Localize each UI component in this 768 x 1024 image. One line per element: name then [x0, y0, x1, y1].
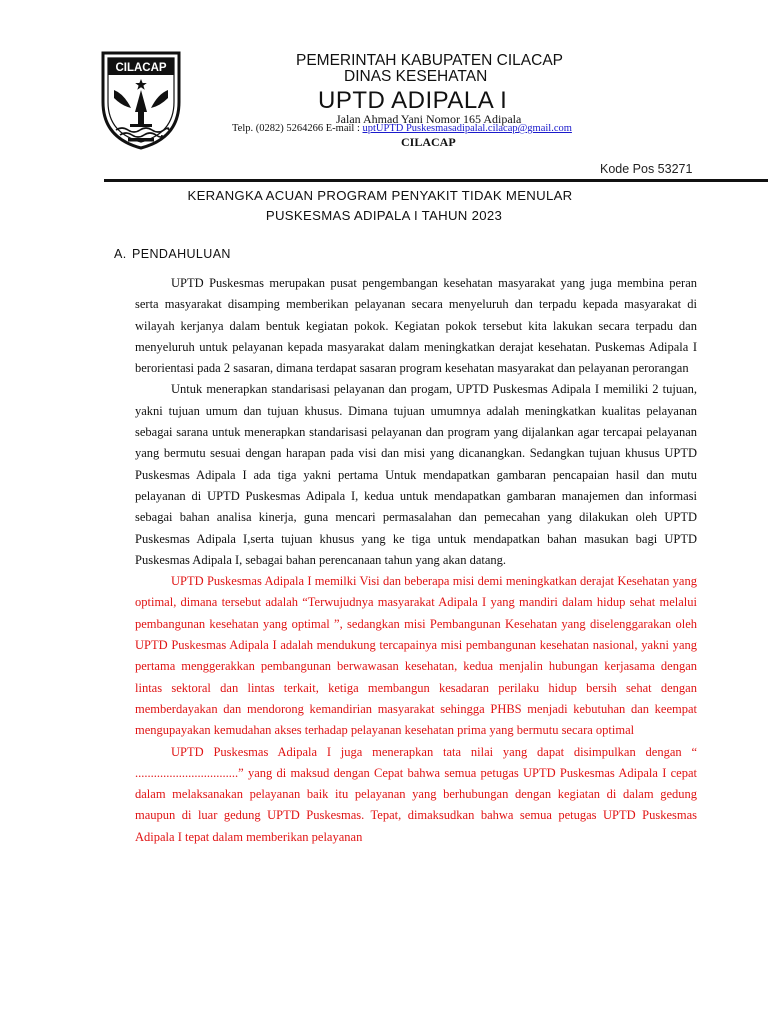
address-line: Jalan Ahmad Yani Nomor 165 Adipala	[336, 112, 522, 126]
svg-text:CILACAP: CILACAP	[115, 62, 167, 74]
section-title: PENDAHULUAN	[132, 247, 231, 261]
document-title-line-1: KERANGKA ACUAN PROGRAM PENYAKIT TIDAK MENULAR	[187, 188, 573, 203]
letterhead-divider	[104, 179, 768, 182]
paragraph-3-vision-mission: UPTD Puskesmas Adipala I memilki Visi dan beberapa misi demi meningkatkan derajat Kesehatan yang optimal, dimana tersebut adalah “Terwujudnya masyarakat Adipala I yang mandiri dalam hidup sehat melalui pembangunan kesehatan yang optimal ”, sedangkan misi Pembangunan Kesehatan yang diselenggarakan oleh UPTD Puskesmas Adipala I adalah mendukung tercapainya misi pembangunan kesehatan nasional, yakni yang pertama menggerakkan pembangunan berwawasan kesehatan, kedua menjalin hubungan kerjasama dengan lintas sektoral dan lintas terkait, ketiga membangun kesadaran perilaku hidup bersih sehat dengan memberdayakan dan mendorong kemandirian masyarakat sehingga PHBS menjadi kebutuhan dan keempat mengupayakan kemudahan akses terhadap pelayanan kesehatan prima yang bermutu secara optimal	[135, 574, 697, 738]
document-body	[135, 273, 697, 848]
postal-code: Kode Pos 53271	[600, 162, 693, 176]
section-heading	[114, 247, 231, 261]
email-link[interactable]: uptUPTD Puskesmasadipalal.cilacap@gmail.com	[362, 123, 572, 134]
city-name: CILACAP	[401, 135, 456, 149]
department-name: DINAS KESEHATAN	[344, 68, 488, 85]
document-title-line-2: PUSKESMAS ADIPALA I TAHUN 2023	[265, 208, 503, 223]
paragraph-4-values: UPTD Puskesmas Adipala I juga menerapkan tata nilai yang dapat disimpulkan dengan “ .................................” yang di maksud dengan Cepat bahwa semua petugas UPTD Puskesmas Adipala I cepat dalam melaksanakan pelayanan baik itu pelayanan yang berhubungan dengan kegiatan di dalam gedung maupun di luar gedung UPTD Puskesmas. Tepat, dimaksudkan bahwa semua petugas UPTD Puskesmas Adipala I tepat dalam memberikan pelayanan	[135, 744, 697, 844]
paragraph-1: UPTD Puskesmas merupakan pusat pengembangan kesehatan masyarakat yang juga membina peran serta masyarakat disamping memberikan pelayanan secara menyeluruh dan terpadu kepada masyarakat di wilayah kerjanya dalam bentuk kegiatan pokok. Kegiatan pokok tersebut kita lakukan secara terpadu dan menyeluruh untuk pelayanan kepada masyarakat dalam meningkatkan derajat kesehatan. Puskemas Adipala I berorientasi pada 2 sasaran, dimana terdapat sasaran program kesehatan masyarakat dan pelayanan perorangan	[135, 276, 697, 376]
telp-prefix: Telp. (0282) 5264266 E-mail :	[232, 123, 363, 134]
contact-line	[232, 123, 572, 134]
government-name: PEMERINTAH KABUPATEN CILACAP	[296, 52, 563, 69]
paragraph-2: Untuk menerapkan standarisasi pelayanan dan progam, UPTD Puskesmas Adipala I memiliki 2 tujuan, yakni tujuan umum dan tujuan khusus. Dimana tujuan umumnya adalah meningkatkan kualitas pelayanan sebagai sarana untuk menerapkan standarisasi pelayanan dan program yang dijalankan agar tercapai pelayanan yang bermutu sesuai dengan harapan pada visi dan misi yang dicanangkan. Sedangkan tujuan khusus UPTD Puskesmas Adipala I ada tiga yakni pertama Untuk mendapatkan gambaran pencapaian hasil dan mutu pelayanan di UPTD Puskesmas Adipala I, kedua untuk mendapatkan gambaran manajemen dan informasi sebagai bahan analisa kinerja, guna mencari permasalahan dan pemecahan yang dilakukan oleh UPTD Puskesmas Adipala I,serta tujuan khusus yang ke tiga untuk mendapatkan bahan masukan bagi UPTD Puskesmas Adipala I, sebagai bahan perencanaan tahun yang akan datang.	[135, 382, 697, 567]
cilacap-regency-logo	[100, 50, 182, 150]
section-letter: A.	[114, 247, 127, 261]
unit-name: UPTD ADIPALA I	[318, 87, 508, 114]
